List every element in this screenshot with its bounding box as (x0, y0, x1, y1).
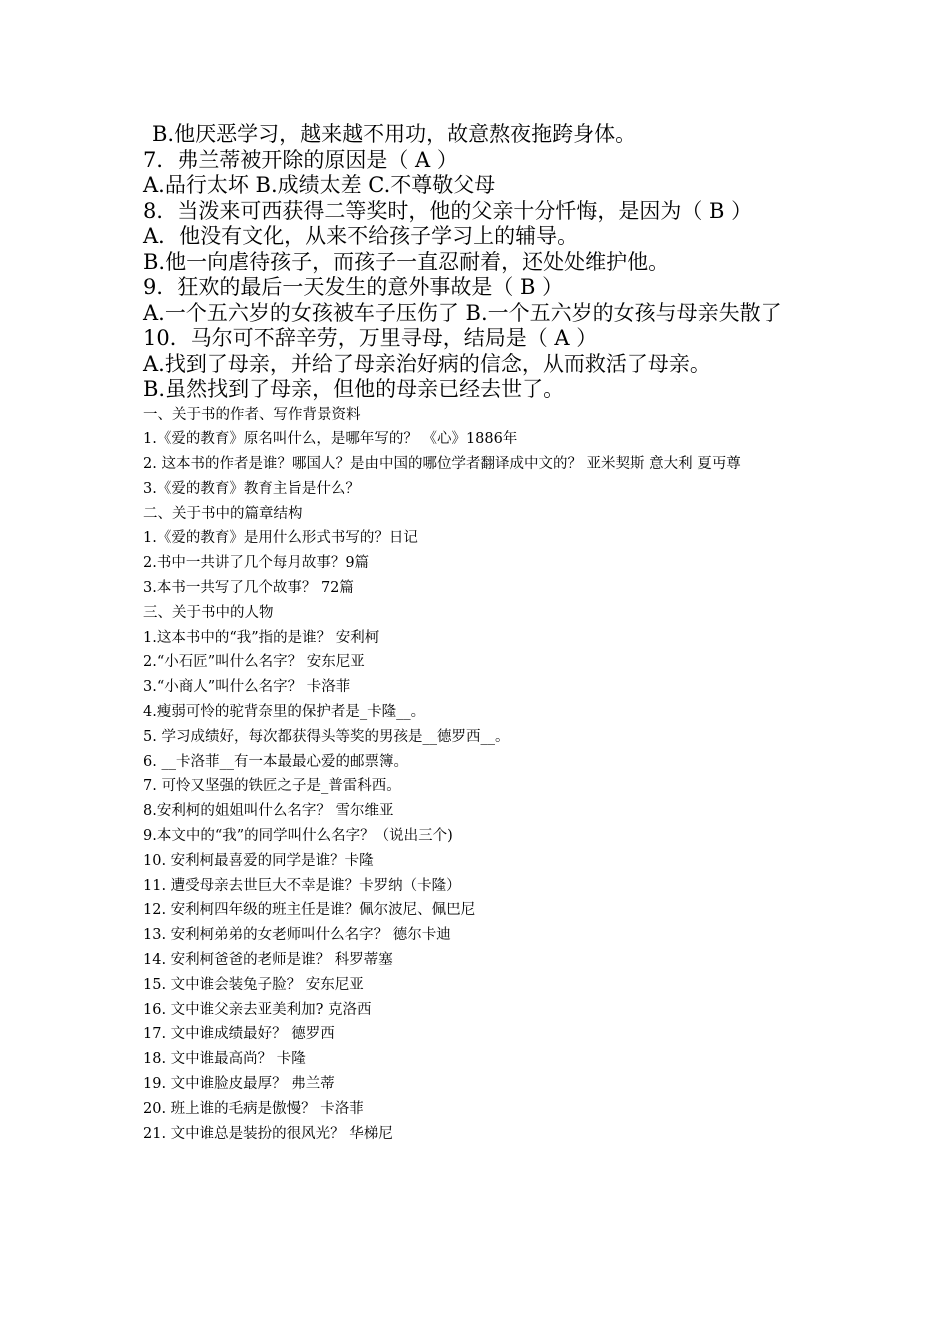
qa-line: 19. 文中谁脸皮最厚？ 弗兰蒂 (143, 1076, 335, 1093)
qa-line: 2. 这本书的作者是谁？哪国人？是由中国的哪位学者翻译成中文的？ 亚米契斯 意大利 夏丏尊 (143, 456, 741, 473)
quiz-question: 9．狂欢的最后一天发生的意外事故是（ B ） (143, 275, 564, 299)
qa-line: 16. 文中谁父亲去亚美利加? 克洛西 (143, 1001, 372, 1018)
qa-line: 7. 可怜又坚强的铁匠之子是_普雷科西。 (143, 778, 401, 795)
quiz-line: B.他一向虐待孩子，而孩子一直忍耐着，还处处维护他。 (143, 249, 670, 274)
section-heading-structure: 二、关于书中的篇章结构 (143, 505, 303, 522)
qa-line: 3.“小商人”叫什么名字？ 卡洛菲 (143, 679, 351, 696)
quiz-line: A.找到了母亲，并给了母亲治好病的信念，从而救活了母亲。 (143, 351, 711, 376)
quiz-question: 10．马尔可不辞辛劳，万里寻母，结局是（ A ） (143, 326, 598, 350)
qa-line: 1.这本书中的“我”指的是谁？ 安利柯 (143, 629, 380, 646)
qa-line: 17. 文中谁成绩最好？ 德罗西 (143, 1026, 335, 1043)
qa-line: 18. 文中谁最高尚？ 卡隆 (143, 1051, 306, 1068)
section-heading-author: 一、关于书的作者、写作背景资料 (143, 406, 361, 423)
quiz-line: A.一个五六岁的女孩被车子压伤了 B.一个五六岁的女孩与母亲失散了 (143, 300, 782, 325)
qa-line: 5. 学习成绩好，每次都获得头等奖的男孩是__德罗西__。 (143, 728, 510, 745)
qa-line: 6. __卡洛菲__有一本最最心爱的邮票簿。 (143, 753, 408, 770)
section-heading-characters: 三、关于书中的人物 (143, 604, 274, 621)
qa-line: 14. 安利柯爸爸的老师是谁？ 科罗蒂塞 (143, 952, 393, 969)
qa-line: 12. 安利柯四年级的班主任是谁？佩尔波尼、佩巴尼 (143, 902, 476, 919)
qa-line: 11. 遭受母亲去世巨大不幸是谁？卡罗纳（卡隆） (143, 877, 461, 894)
quiz-line: A．他没有文化，从来不给孩子学习上的辅导。 (143, 224, 579, 248)
qa-line: 2.书中一共讲了几个每月故事？9篇 (143, 555, 370, 572)
qa-line: 21. 文中谁总是装扮的很风光？ 华梯尼 (143, 1125, 393, 1142)
quiz-line: A.品行太坏 B.成绩太差 C.不尊敬父母 (143, 173, 496, 197)
qa-line: 9.本文中的“我”的同学叫什么名字？（说出三个) (143, 828, 453, 845)
quiz-line: B.虽然找到了母亲，但他的母亲已经去世了。 (143, 377, 565, 401)
qa-line: 8.安利柯的姐姐叫什么名字？ 雪尔维亚 (143, 803, 394, 820)
qa-line: 2.“小石匠”叫什么名字？ 安东尼亚 (143, 654, 365, 671)
qa-line: 20. 班上谁的毛病是傲慢？ 卡洛菲 (143, 1100, 364, 1117)
quiz-question: 7．弗兰蒂被开除的原因是（ A ） (143, 147, 458, 172)
qa-line: 1.《爱的教育》是用什么形式书写的？日记 (143, 530, 418, 547)
qa-line: 15. 文中谁会装兔子脸？ 安东尼亚 (143, 976, 364, 993)
page-content (143, 122, 813, 1146)
qa-line: 1.《爱的教育》原名叫什么，是哪年写的？ 《心》1886年 (143, 431, 518, 448)
qa-line: 4.瘦弱可怜的驼背奈里的保护者是_卡隆__。 (143, 704, 426, 721)
qa-line: 3.本书一共写了几个故事？ 72篇 (143, 580, 354, 597)
qa-line: 10. 安利柯最喜爱的同学是谁？卡隆 (143, 852, 374, 869)
quiz-question: 8．当泼来可西获得二等奖时，他的父亲十分忏悔，是因为（ B ） (143, 198, 753, 223)
quiz-line: B.他厌恶学习，越来越不用功，故意熬夜拖跨身体。 (152, 122, 637, 146)
qa-line: 3.《爱的教育》教育主旨是什么？ (143, 480, 360, 497)
qa-line: 13. 安利柯弟弟的女老师叫什么名字？ 德尔卡迪 (143, 927, 451, 944)
